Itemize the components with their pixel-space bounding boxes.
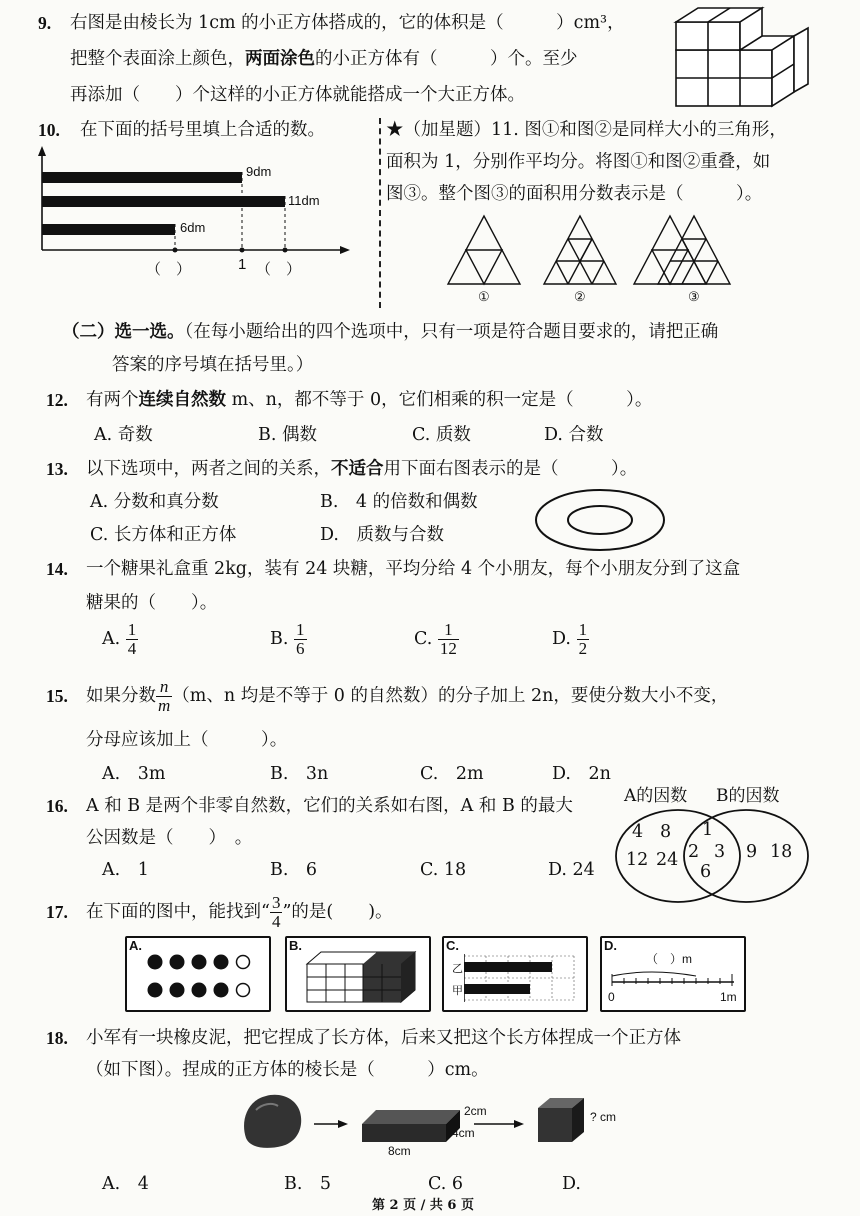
q11-line3: 图③。整个图③的面积用分数表示是（ ）。 bbox=[386, 184, 763, 204]
q10-text: 在下面的括号里填上合适的数。 bbox=[80, 120, 325, 140]
q16-option-c: C. 18 bbox=[420, 860, 467, 880]
q13-option-d: D. 质数与合数 bbox=[320, 525, 444, 545]
q17-number: 17. bbox=[46, 902, 68, 922]
q11-line2: 面积为 1，分别作平均分。将图①和图②重叠，如 bbox=[386, 152, 771, 172]
q14-line1: 一个糖果礼盒重 2kg，装有 24 块糖，平均分给 4 个小朋友，每个小朋友分到了这盒 bbox=[86, 559, 741, 579]
q9-line2: 把整个表面涂上颜色，两面涂色的小正方体有（ ）个。至少 bbox=[70, 49, 578, 69]
q18-option-c: C. 6 bbox=[428, 1174, 464, 1194]
venn-a-12: 12 bbox=[626, 850, 649, 870]
q18-dim-width: 4cm bbox=[452, 1126, 475, 1140]
q17-box-d bbox=[600, 936, 746, 1012]
q11-fig1-label: ① bbox=[478, 290, 490, 305]
q17-box-c-label: C. bbox=[446, 938, 459, 953]
q12-option-b: B. 偶数 bbox=[258, 425, 317, 445]
q15-number: 15. bbox=[46, 686, 68, 706]
venn-a-title: A的因数 bbox=[624, 786, 688, 806]
section2-desc2: 答案的序号填在括号里。） bbox=[112, 355, 314, 375]
q11-fig3-label: ③ bbox=[688, 290, 700, 305]
q17-box-d-one-meter: 1m bbox=[720, 990, 737, 1004]
q14-number: 14. bbox=[46, 559, 68, 579]
venn-both-1: 1 bbox=[702, 820, 714, 840]
q12-option-a: A. 奇数 bbox=[94, 425, 153, 445]
q18-number: 18. bbox=[46, 1028, 68, 1048]
q17-box-d-top: （ ）m bbox=[646, 952, 692, 966]
q16-option-b: B. 6 bbox=[270, 860, 318, 880]
q12-text: 有两个连续自然数 m、n，都不等于 0，它们相乘的积一定是（ ）。 bbox=[86, 390, 653, 410]
q17-box-c bbox=[442, 936, 588, 1012]
q17-text: 在下面的图中，能找到“ $\frac{3}{4}$ ”的是( )。 bbox=[86, 893, 393, 931]
q14-line2: 糖果的（ ）。 bbox=[86, 593, 218, 613]
q17-cube-grid bbox=[305, 948, 421, 1006]
q15-option-b: B. 3n bbox=[270, 764, 329, 784]
q16-line1: A 和 B 是两个非零自然数，它们的关系如右图，A 和 B 的最大 bbox=[86, 796, 573, 816]
q10-blank-1: （ ） bbox=[146, 261, 192, 278]
venn-a-24: 24 bbox=[656, 850, 679, 870]
q14-option-a: A. $\frac{1}{4}$ bbox=[102, 620, 137, 658]
q17-bar-grid bbox=[464, 952, 580, 1006]
q14-option-b: B. $\frac{1}{6}$ bbox=[270, 620, 305, 658]
q14-option-d: D. $\frac{1}{2}$ bbox=[552, 620, 588, 658]
q10-label-11dm: 11dm bbox=[288, 193, 320, 208]
q18-dim-length: 8cm bbox=[388, 1144, 411, 1158]
q16-line2: 公因数是（ ） 。 bbox=[86, 828, 253, 848]
q13-number: 13. bbox=[46, 459, 68, 479]
venn-b-9: 9 bbox=[746, 842, 758, 862]
venn-b-title: B的因数 bbox=[716, 786, 780, 806]
q18-dim-height: 2cm bbox=[464, 1104, 487, 1118]
q13-option-b: B. 4 的倍数和偶数 bbox=[320, 492, 478, 512]
q17-box-a bbox=[125, 936, 271, 1012]
q17-box-c-row2-label: 甲 bbox=[452, 985, 463, 997]
q17-box-b-label: B. bbox=[289, 938, 302, 953]
q17-dots bbox=[145, 950, 255, 1002]
q12-option-c: C. 质数 bbox=[412, 425, 471, 445]
q13-text: 以下选项中，两者之间的关系，不适合用下面右图表示的是（ ）。 bbox=[86, 459, 638, 479]
q17-ruler bbox=[610, 968, 738, 992]
q9-line3: 再添加（ ）个这样的小正方体就能搭成一个大正方体。 bbox=[70, 85, 525, 105]
q15-text: 如果分数 $\frac{n}{m}$ （m、n 均是不等于 0 的自然数）的分子加上 2n，要使分数大小不变， bbox=[86, 677, 729, 715]
q14-option-c: C. $\frac{1}{12}$ bbox=[414, 620, 457, 658]
q18-clay-figure bbox=[238, 1090, 598, 1156]
q16-number: 16. bbox=[46, 796, 68, 816]
venn-a-4: 4 bbox=[632, 822, 644, 842]
q16-option-d: D. 24 bbox=[548, 860, 595, 880]
q18-line1: 小军有一块橡皮泥，把它捏成了长方体，后来又把这个长方体捏成一个正方体 bbox=[86, 1028, 681, 1048]
q11-fig2-label: ② bbox=[574, 290, 586, 305]
q12-option-d: D. 合数 bbox=[544, 425, 604, 445]
venn-both-3: 3 bbox=[714, 842, 726, 862]
q10-axis-one: 1 bbox=[238, 256, 247, 273]
q12-number: 12. bbox=[46, 390, 68, 410]
venn-a-8: 8 bbox=[660, 822, 672, 842]
q13-option-c: C. 长方体和正方体 bbox=[90, 525, 237, 545]
q11-triangle-figures bbox=[440, 212, 760, 292]
q17-box-a-label: A. bbox=[129, 938, 142, 953]
q10-blank-2: （ ） bbox=[256, 261, 302, 278]
q10-number: 10. bbox=[38, 120, 60, 140]
q18-dim-unknown: ? cm bbox=[590, 1110, 617, 1124]
q18-option-a: A. 4 bbox=[102, 1174, 149, 1194]
q17-box-d-label: D. bbox=[604, 938, 617, 953]
q9-cube-figure bbox=[672, 6, 812, 110]
q16-option-a: A. 1 bbox=[102, 860, 149, 880]
q17-box-d-zero: 0 bbox=[608, 990, 615, 1004]
q17-box-b bbox=[285, 936, 431, 1012]
q11-line1: ★（加星题）11. 图①和图②是同样大小的三角形， bbox=[386, 120, 787, 140]
section2-header: （二）选一选。（在每小题给出的四个选项中，只有一项是符合题目要求的，请把正确 bbox=[62, 322, 719, 342]
column-divider bbox=[379, 118, 381, 308]
q9-line1: 右图是由棱长为 1cm 的小正方体搭成的，它的体积是（ ）cm³， bbox=[70, 13, 625, 33]
page-footer: 第 2 页 / 共 6 页 bbox=[372, 1198, 474, 1213]
venn-both-2: 2 bbox=[688, 842, 700, 862]
q18-line2: （如下图）。捏成的正方体的棱长是（ ）cm。 bbox=[86, 1060, 489, 1080]
q18-option-d: D. bbox=[562, 1174, 581, 1194]
q10-label-6dm: 6dm bbox=[180, 220, 206, 235]
q15-option-a: A. 3m bbox=[102, 764, 166, 784]
q15-option-d: D. 2n bbox=[552, 764, 611, 784]
q13-option-a: A. 分数和真分数 bbox=[90, 492, 219, 512]
q13-nested-ellipse-figure bbox=[532, 486, 668, 554]
q10-label-9dm: 9dm bbox=[246, 164, 272, 179]
q15-line2: 分母应该加上（ ）。 bbox=[86, 730, 288, 750]
venn-b-18: 18 bbox=[770, 842, 793, 862]
venn-both-6: 6 bbox=[700, 862, 712, 882]
q18-option-b: B. 5 bbox=[284, 1174, 332, 1194]
q15-option-c: C. 2m bbox=[420, 764, 484, 784]
q17-box-c-row1-label: 乙 bbox=[452, 963, 463, 975]
q9-number: 9. bbox=[38, 13, 52, 33]
q10-bar-figure bbox=[30, 146, 370, 282]
